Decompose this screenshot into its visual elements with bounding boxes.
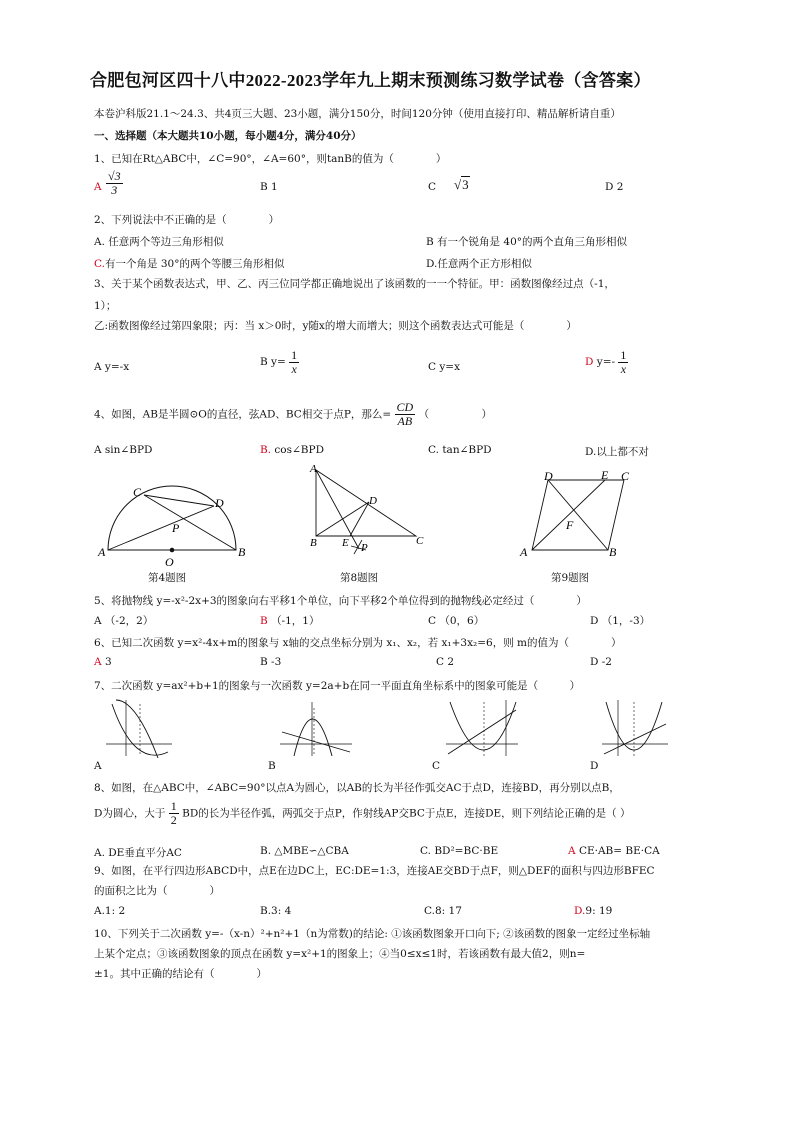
q2-stem: 2、下列说法中不正确的是（ ） xyxy=(94,214,280,226)
q4-option-b xyxy=(260,444,324,456)
q3-option-c: C y=x xyxy=(428,361,461,373)
fig9-label-f: F xyxy=(566,518,574,532)
q4-option-a: A sin∠BPD xyxy=(94,444,153,456)
q1-a-numerator: √3 xyxy=(108,169,121,183)
q4-option-c: C. tan∠BPD xyxy=(428,444,492,456)
q3-d-numerator: 1 xyxy=(620,348,627,362)
q3-d-denominator: x xyxy=(620,361,627,376)
q2-option-d: D.任意两个正方形相似 xyxy=(426,258,532,270)
q8-option-a: A. DE垂直平分AC xyxy=(94,847,182,859)
q3-option-a: A y=-x xyxy=(94,361,130,373)
q7-label-b: B xyxy=(268,760,276,772)
q5-option-d: D （1，-3） xyxy=(590,615,651,627)
section-heading: 一、选择题（本大题共10小题，每小题4分，满分40分） xyxy=(94,130,362,142)
fig9-label-a: A xyxy=(520,545,528,559)
figure-8-triangle xyxy=(304,464,434,559)
q10-stem-line2: 上某个定点；③该函数图象的顶点在函数 y=x²+1的图象上；④当0≤x≤1时，若该函数有最大值2，则n= xyxy=(94,948,586,960)
fig8-label-c: C xyxy=(416,535,424,547)
q3-stem-line1: 3、关于某个函数表达式，甲、乙、丙三位同学都正确地说出了该函数的一一个特征。甲：函数图像经过点（-1， xyxy=(94,278,615,290)
q7-graph-d xyxy=(600,698,670,758)
q7-graph-b xyxy=(278,700,354,758)
q3-stem-line2: 1）； xyxy=(94,300,117,312)
fig8-label-a: A xyxy=(310,464,317,475)
q3-b-label: B y= xyxy=(260,356,286,369)
q6-a-label: A xyxy=(94,656,102,668)
fig8-label-e: E xyxy=(342,537,349,549)
q9-option-d xyxy=(574,905,612,917)
q1-option-a-label: A xyxy=(94,181,102,193)
q1-option-c-label: C xyxy=(428,181,437,193)
q1-a-denominator: 3 xyxy=(111,182,118,197)
figure-9-parallelogram xyxy=(516,468,636,560)
fig9-label-b: B xyxy=(609,545,617,559)
q9-stem-line2: 的面积之比为（ ） xyxy=(94,885,220,897)
q5-option-c: C （0，6） xyxy=(428,615,485,627)
q4-option-d: D.以上都不对 xyxy=(585,446,649,458)
q3-b-denominator: x xyxy=(291,361,297,376)
q3-b-numerator: 1 xyxy=(291,348,298,362)
q3-option-d xyxy=(585,349,628,375)
q8-stem-line1: 8、如图，在△ABC中，∠ABC=90°以点A为圆心，以AB的长为半径作弧交AC于点D，连接BD，再分别以点B， xyxy=(94,782,620,794)
q2-option-a: A. 任意两个等边三角形相似 xyxy=(94,236,224,248)
fig4-label-o: O xyxy=(165,555,174,568)
figure-8-caption: 第8题图 xyxy=(340,572,379,584)
fig9-label-d: D xyxy=(544,469,553,483)
q9-option-c: C.8: 17 xyxy=(424,905,462,917)
fig8-label-b: B xyxy=(310,537,317,549)
q4-b-label: B. xyxy=(260,444,272,456)
q6-option-b: B -3 xyxy=(260,656,282,668)
q8-stem-post: BD的长为半径作弧，两弧交于点P，作射线AP交BC于点E，连接DE，则下列结论正确的是（ ） xyxy=(182,807,631,820)
q9-stem-line1: 9、如图，在平行四边形ABCD中，点E在边DC上，EC:DE=1:3，连接AE交BD于点F，则△DEF的面积与四边形BFEC xyxy=(94,865,655,877)
fig4-label-p: P xyxy=(172,521,180,535)
q8-option-b: B. △MBE∽△CBA xyxy=(260,845,349,857)
q8-option-c: C. BD²=BC·BE xyxy=(420,845,499,857)
q3-d-eq: y=- xyxy=(596,356,616,369)
q8-d-label: A xyxy=(568,845,576,857)
q7-graph-a xyxy=(104,698,174,758)
q4-frac-numerator: CD xyxy=(396,400,414,414)
q6-option-c: C 2 xyxy=(436,656,455,668)
q1-option-a-fraction xyxy=(106,170,123,196)
fig8-label-p: P xyxy=(361,542,368,554)
q8-stem-pre: D为圆心，大于 xyxy=(94,807,166,820)
q1-option-d: D 2 xyxy=(605,181,624,193)
q8-stem-line2 xyxy=(94,800,631,826)
q1-option-c-sqrt: √3 xyxy=(454,177,469,192)
q9-d-label: D. xyxy=(574,905,586,917)
q5-b-text: （-1，1） xyxy=(271,615,320,627)
q4-stem xyxy=(94,401,492,427)
q2-c-label: C. xyxy=(94,258,105,270)
fig8-label-d: D xyxy=(369,495,377,507)
fig9-label-c: C xyxy=(621,469,630,483)
q5-stem: 5、将抛物线 y=-x²-2x+3的图象向右平移1个单位，向下平移2个单位得到的抛物线必定经过（ ） xyxy=(94,595,587,607)
q7-graph-c xyxy=(444,698,520,758)
figure-4-caption: 第4题图 xyxy=(148,572,187,584)
q8-frac-denominator: 2 xyxy=(170,812,177,827)
q6-stem: 6、已知二次函数 y=x²-4x+m的图象与 x轴的交点坐标分别为 x₁、x₂，若 x₁+3x₂=6，则 m的值为（ ） xyxy=(94,637,622,649)
q9-option-b: B.3: 4 xyxy=(260,905,292,917)
q8-frac-numerator: 1 xyxy=(170,799,177,813)
q4-stem-pre: 4、如图，AB是半圆⊙O的直径，弦AD、BC相交于点P，那么= xyxy=(94,408,392,421)
q2-option-c xyxy=(94,256,284,271)
fig4-label-b: B xyxy=(238,545,246,559)
q9-option-a: A.1: 2 xyxy=(94,905,126,917)
q1-option-b: B 1 xyxy=(260,181,278,193)
q4-stem-post: （ ） xyxy=(418,408,493,421)
q10-stem-line1: 10、下列关于二次函数 y=-（x-n）²+n²+1（n为常数)的结论: ①该函数图象开口向下; ②该函数的图象一定经过坐标轴 xyxy=(94,928,651,940)
fig4-label-a: A xyxy=(98,545,106,559)
q7-stem: 7、二次函数 y=ax²+b+1的图象与一次函数 y=2a+b在同一平面直角坐标系中的图象可能是（ ） xyxy=(94,680,581,692)
exam-intro: 本卷沪科版21.1～24.3、共4页三大题、23小题，满分150分，时间120分钟（使用直接打印、精品解析请自重） xyxy=(94,108,621,120)
fig9-label-e: E xyxy=(601,468,609,482)
fig4-label-c: C xyxy=(133,485,142,499)
q6-option-a xyxy=(94,656,112,668)
q8-option-d xyxy=(568,845,660,857)
figure-4-semicircle xyxy=(96,482,246,568)
q5-option-b xyxy=(260,613,319,628)
q10-stem-line3: ±1。其中正确的结论有（ ） xyxy=(94,968,267,980)
q3-option-b xyxy=(260,349,299,375)
q7-label-a: A xyxy=(94,760,102,772)
q3-d-label: D xyxy=(585,356,594,369)
q5-option-a: A （-2，2） xyxy=(94,615,154,627)
q7-label-d: D xyxy=(590,760,599,772)
q8-d-text: CE·AB= BE·CA xyxy=(578,845,660,857)
q3-stem-line3: 乙:函数图像经过第四象限；丙：当 x＞0时，y随x的增大而增大；则这个函数表达式可能是（ ） xyxy=(94,320,577,332)
q9-d-text: 9: 19 xyxy=(585,905,613,917)
q1-c-radicand: 3 xyxy=(462,177,469,192)
page-title: 合肥包河区四十八中2022-2023学年九上期末预测练习数学试卷（含答案） xyxy=(90,71,651,90)
q6-a-text: 3 xyxy=(104,656,112,668)
q4-b-text: cos∠BPD xyxy=(274,444,324,456)
q6-option-d: D -2 xyxy=(590,656,612,668)
fig4-label-d: D xyxy=(215,496,224,510)
q7-label-c: C xyxy=(432,760,441,772)
q2-c-text: 有一个角是 30°的两个等腰三角形相似 xyxy=(105,258,285,270)
q1-stem: 1、已知在Rt△ABC中，∠C=90°，∠A=60°，则tanB的值为（ ） xyxy=(94,153,447,165)
q4-frac-denominator: AB xyxy=(397,413,413,428)
q5-b-label: B xyxy=(260,615,268,627)
figure-9-caption: 第9题图 xyxy=(551,572,590,584)
q2-option-b: B 有一个锐角是 40°的两个直角三角形相似 xyxy=(426,236,628,248)
